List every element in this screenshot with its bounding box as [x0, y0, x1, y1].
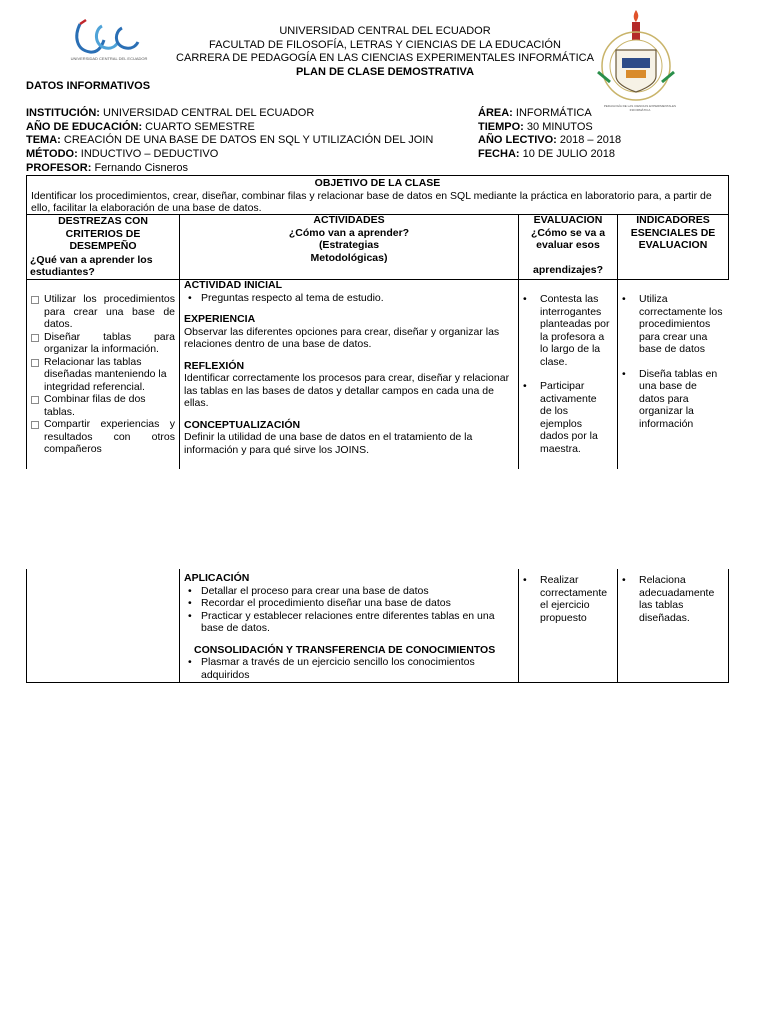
indicador-item: • Diseña tablas en una base de datos para organizar la información [618, 368, 724, 431]
actividades-part1 [184, 279, 514, 456]
indicadores-part2 [618, 574, 724, 624]
evaluacion-item: • Contesta las interrogantes planteadas por la profesora a lo largo de la clase. [519, 293, 611, 368]
career-name: CARRERA DE PEDAGOGÍA EN LAS CIENCIAS EXPERIMENTALES INFORMÁTICA [176, 52, 594, 64]
consolidacion-item: • Plasmar a través de un ejercicio sencillo los conocimientos adquiridos [184, 656, 514, 681]
destrezas-list [27, 293, 175, 456]
experiencia-title: EXPERIENCIA [184, 313, 256, 325]
destreza-item: Utilizar los procedimientos para crear una base de datos. [27, 293, 175, 331]
ucc-logo-icon [66, 16, 152, 70]
info-profesor: PROFESOR: Fernando Cisneros [26, 162, 189, 174]
university-logo-left [66, 16, 152, 70]
objetivo-text: Identificar los procedimientos, crear, diseñar, combinar filas y relacionar base de datos en SQL mediante la práctica en laboratorio para, a partir de ello, facilitar la elaboración de una base de datos. [31, 190, 712, 214]
university-name: UNIVERSIDAD CENTRAL DEL ECUADOR [279, 25, 491, 37]
aplicacion-item: • Practicar y establecer relaciones entre diferentes tablas en una base de datos. [184, 610, 514, 635]
evaluacion-part1 [519, 293, 611, 455]
conceptualizacion-title: CONCEPTUALIZACIÓN [184, 418, 301, 431]
destreza-item: Compartir experiencias y resultados con otros compañeros [27, 418, 175, 456]
indicador-item: • Utiliza correctamente los procedimientos para crear una base de datos [618, 293, 724, 356]
info-metodo: MÉTODO: INDUCTIVO – DEDUCTIVO [26, 148, 219, 160]
col-header-evaluacion: EVALUACION ¿Cómo se va a evaluar esos aprendizajes? [530, 214, 606, 276]
reflexion-text: Identificar correctamente los procesos para crear, diseñar y relacionar las tablas en las bases de datos y detallar campos en cada una de ellas. [184, 372, 510, 409]
info-fecha: FECHA: 10 DE JULIO 2018 [478, 148, 615, 160]
info-institucion: INSTITUCIÓN: UNIVERSIDAD CENTRAL DEL ECUADOR [26, 107, 315, 119]
actividad-inicial-title: ACTIVIDAD INICIAL [184, 279, 282, 291]
destreza-item: Diseñar tablas para organizar la información. [27, 331, 175, 356]
consolidacion-title: CONSOLIDACIÓN Y TRANSFERENCIA DE CONOCIMIENTOS [194, 643, 496, 656]
conceptualizacion-text: Definir la utilidad de una base de datos en el tratamiento de la información y para qué sirve los JOINS. [184, 431, 473, 456]
info-tema: TEMA: CREACIÓN DE UNA BASE DE DATOS EN SQL Y UTILIZACIÓN DEL JOIN [26, 134, 434, 146]
info-tiempo: TIEMPO: 30 MINUTOS [478, 121, 593, 133]
aplicacion-title: APLICACIÓN [184, 572, 250, 584]
col-header-indicadores: INDICADORES ESENCIALES DE EVALUACION [630, 214, 716, 251]
evaluacion-part2 [519, 574, 613, 624]
indicadores-part1 [618, 293, 724, 430]
document-title: PLAN DE CLASE DEMOSTRATIVA [295, 66, 475, 78]
datos-informativos-title: DATOS INFORMATIVOS [26, 80, 151, 92]
destreza-item: Relacionar las tablas diseñadas manteniendo la integridad referencial. [27, 356, 175, 394]
info-anio-lectivo: AÑO LECTIVO: 2018 – 2018 [478, 134, 622, 146]
faculty-name: FACULTAD DE FILOSOFÍA, LETRAS Y CIENCIAS DE LA EDUCACIÓN [209, 39, 561, 51]
actividad-inicial-item: • Preguntas respecto al tema de estudio. [184, 292, 514, 305]
col-header-actividades: ACTIVIDADES ¿Cómo van a aprender? (Estrategias Metodológicas) [288, 214, 410, 264]
info-anio-educacion: AÑO DE EDUCACIÓN: CUARTO SEMESTRE [26, 121, 255, 133]
aplicacion-item: • Detallar el proceso para crear una base de datos [184, 585, 514, 598]
destreza-item: Combinar filas de dos tablas. [27, 393, 175, 418]
indicador-item: • Relaciona adecuadamente las tablas diseñadas. [618, 574, 724, 624]
seal-ring-text: PEDAGOGÍA DE LAS CIENCIAS EXPERIMENTALES INFORMÁTICA [603, 104, 677, 112]
reflexion-title: REFLEXIÓN [184, 359, 245, 372]
col-header-destrezas: DESTREZAS CON CRITERIOS DE DESEMPEÑO ¿Qué van a aprender los estudiantes? [30, 215, 153, 278]
evaluacion-item: • Participar activamente de los ejemplos dados por la maestra. [519, 380, 611, 455]
experiencia-text: Observar las diferentes opciones para crear, diseñar y organizar las relaciones dentro de una base de datos. [184, 325, 500, 350]
evaluacion-item: • Realizar correctamente el ejercicio propuesto [519, 574, 613, 624]
ucc-logo-caption: UNIVERSIDAD CENTRAL DEL ECUADOR [70, 56, 148, 61]
aplicacion-item: • Recordar el procedimiento diseñar una base de datos [184, 597, 514, 610]
objetivo-title: OBJETIVO DE LA CLASE [314, 177, 441, 189]
info-area: ÁREA: INFORMÁTICA [478, 107, 592, 119]
actividades-part2 [184, 572, 514, 681]
